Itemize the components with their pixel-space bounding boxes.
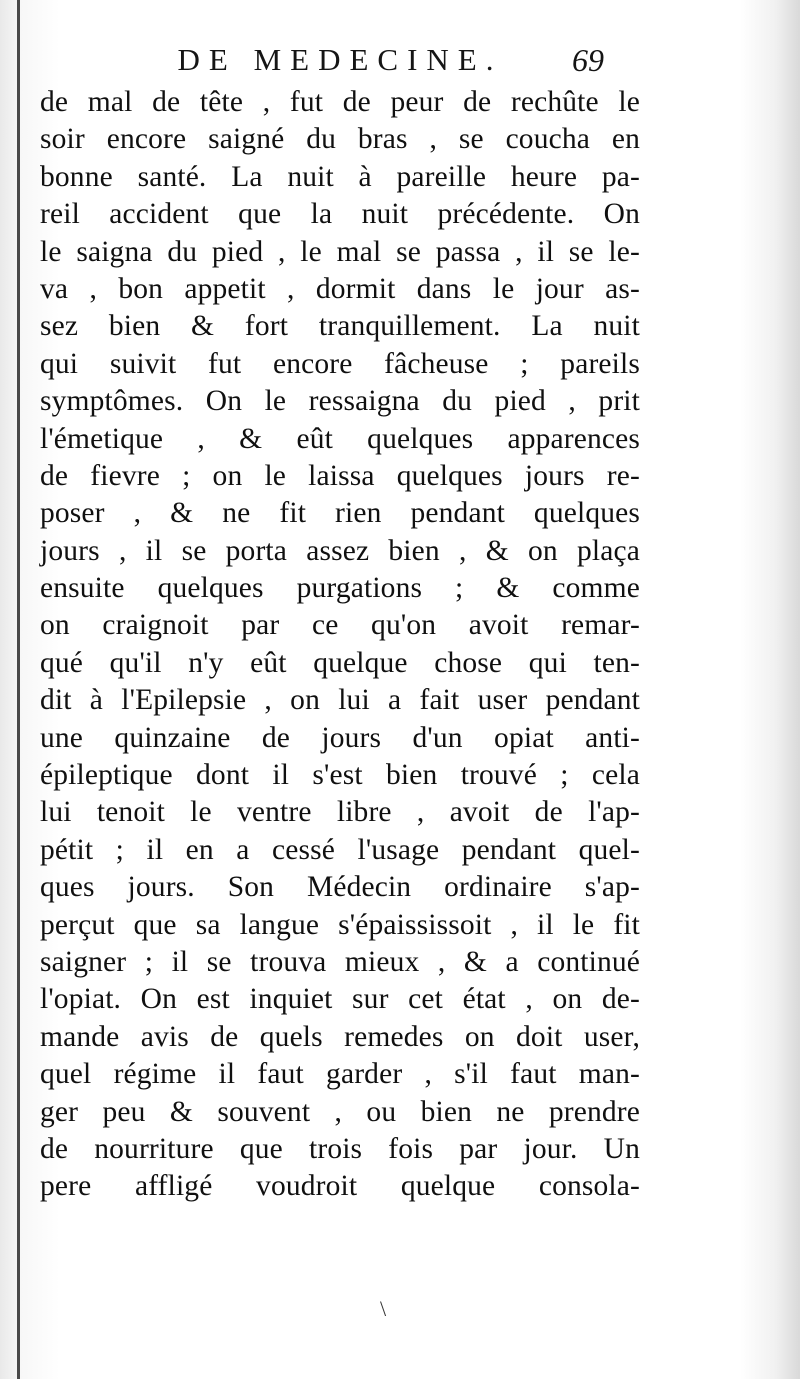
text-line: perçut que sa langue s'épaississoit , il le fit: [40, 908, 640, 941]
text-line: lui tenoit le ventre libre , avoit de l'ap-: [40, 796, 640, 829]
text-line: jours , il se porta assez bien , & on plaça: [40, 534, 640, 567]
text-line: bonne santé. La nuit à pareille heure pa-: [40, 160, 640, 193]
text-line: va , bon appetit , dormit dans le jour as-: [40, 272, 640, 305]
text-line: de fievre ; on le laissa quelques jours re-: [40, 459, 640, 492]
text-line: mande avis de quels remedes on doit user,: [40, 1020, 640, 1053]
text-line: on craignoit par ce qu'on avoit remar-: [40, 609, 640, 642]
text-line: pere affligé voudroit quelque consola-: [40, 1170, 640, 1203]
text-line: qué qu'il n'y eût quelque chose qui ten-: [40, 646, 640, 679]
text-line: symptômes. On le ressaigna du pied , prit: [40, 385, 640, 418]
text-line: pétit ; il en a cessé l'usage pendant quel-: [40, 833, 640, 866]
text-line: saigner ; il se trouva mieux , & a continué: [40, 945, 640, 978]
stray-mark: \: [380, 1296, 387, 1321]
running-title: DE MEDECINE.: [177, 42, 503, 77]
text-line: de mal de tête , fut de peur de rechûte le: [40, 86, 640, 118]
text-line: ensuite quelques purgations ; & comme: [40, 572, 640, 605]
text-line: poser , & ne fit rien pendant quelques: [40, 497, 640, 530]
text-line: dit à l'Epilepsie , on lui a fait user pendant: [40, 684, 640, 717]
text-line: qui suivit fut encore fâcheuse ; pareils: [40, 347, 640, 380]
text-line: l'opiat. On est inquiet sur cet état , on de-: [40, 983, 640, 1016]
body-text: [40, 84, 640, 1206]
text-line: de nourriture que trois fois par jour. Un: [40, 1132, 640, 1165]
page-number: 69: [572, 42, 604, 78]
text-line: soir encore saigné du bras , se coucha en: [40, 123, 640, 156]
text-line: épileptique dont il s'est bien trouvé ; cela: [40, 759, 640, 792]
text-line: ques jours. Son Médecin ordinaire s'ap-: [40, 871, 640, 904]
text-line: sez bien & fort tranquillement. La nuit: [40, 310, 640, 343]
text-line: reil accident que la nuit précédente. On: [40, 198, 640, 231]
text-line: l'émetique , & eût quelques apparences: [40, 422, 640, 455]
text-line: une quinzaine de jours d'un opiat anti-: [40, 721, 640, 754]
text-line: quel régime il faut garder , s'il faut man-: [40, 1058, 640, 1091]
text-line: le saigna du pied , le mal se passa , il se le-: [40, 235, 640, 268]
binding-edge: [17, 0, 20, 1379]
text-line: ger peu & souvent , ou bien ne prendre: [40, 1095, 640, 1128]
